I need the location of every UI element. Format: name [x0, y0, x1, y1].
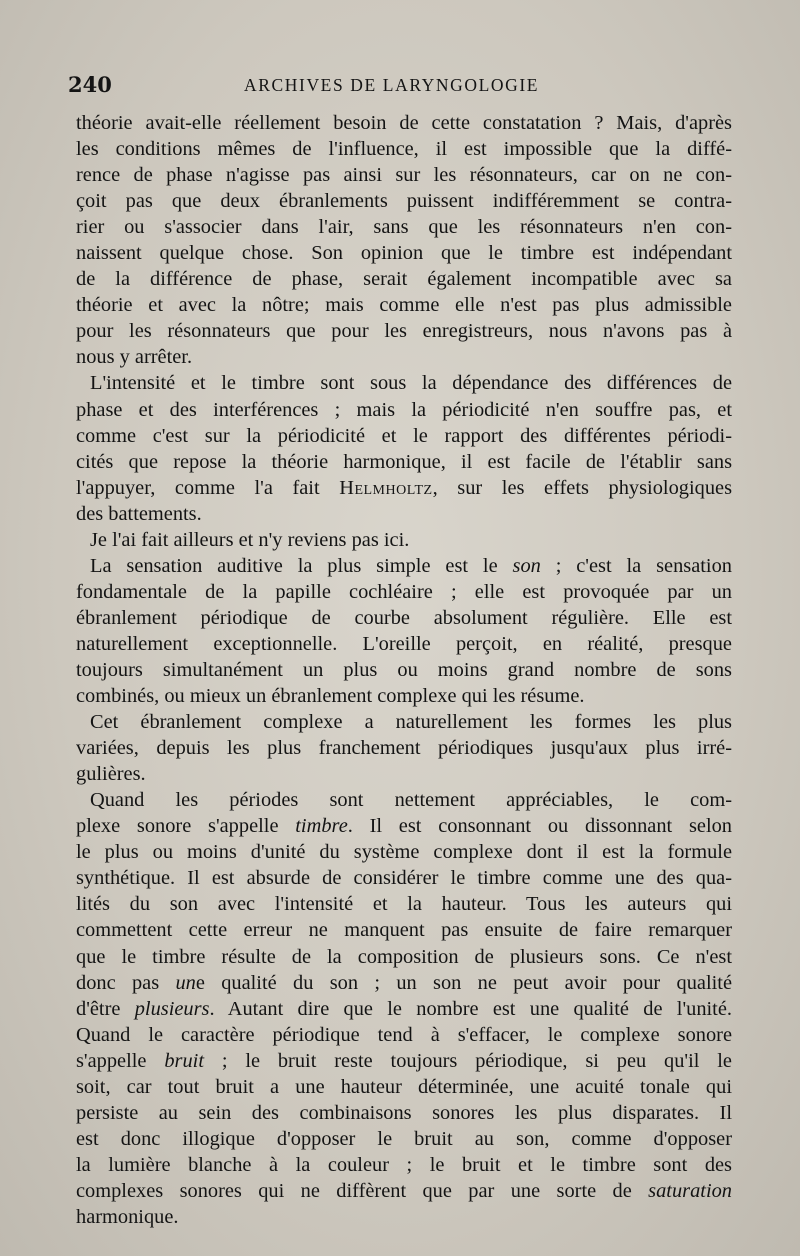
- text-line: lités du son avec l'intensité et la hauteur. Tous les auteurs qui: [76, 893, 732, 916]
- page-header: [68, 72, 732, 97]
- text-line: comme c'est sur la périodicité et le rapport des différentes périodi-: [76, 424, 732, 447]
- text-line: s'appelle bruit ; le bruit reste toujours périodique, si peu qu'il le: [76, 1049, 732, 1072]
- text-line: est donc illogique d'opposer le bruit au son, comme d'opposer: [76, 1127, 732, 1150]
- text-line: des battements.: [76, 502, 202, 525]
- text-line: persiste au sein des combinaisons sonores les plus disparates. Il: [76, 1101, 732, 1124]
- text-line: toujours simultanément un plus ou moins grand nombre de sons: [76, 658, 732, 681]
- text-line: cités que repose la théorie harmonique, il est facile de l'établir sans: [76, 450, 732, 473]
- text-line: rence de phase n'agisse pas ainsi sur les résonnateurs, car on ne con-: [76, 164, 732, 187]
- text-line: commettent cette erreur ne manquent pas ensuite de faire remarquer: [76, 919, 732, 942]
- text-line: synthétique. Il est absurde de considérer le timbre comme une des qua-: [76, 867, 732, 890]
- text-line: l'appuyer, comme l'a fait Helmholtz, sur les effets physiologiques: [76, 476, 732, 499]
- emphasized-word: un: [175, 971, 196, 994]
- text-line: naissent quelque chose. Son opinion que le timbre est indépendant: [76, 242, 732, 265]
- running-head: ARCHIVES DE LARYNGOLOGIE: [244, 75, 540, 95]
- text-line: donc pas une qualité du son ; un son ne peut avoir pour qualité: [76, 971, 733, 994]
- text-line: Cet ébranlement complexe a naturellement les formes les plus: [90, 711, 732, 734]
- text-line: La sensation auditive la plus simple est le son ; c'est la sensation: [90, 554, 732, 577]
- text-line: combinés, ou mieux un ébranlement complexe qui les résume.: [76, 685, 585, 708]
- text-line: plexe sonore s'appelle timbre. Il est consonnant ou dissonnant selon: [76, 815, 732, 838]
- text-line: le plus ou moins d'unité du système complexe dont il est la formule: [76, 841, 732, 864]
- text-line: soit, car tout bruit a une hauteur déterminée, une acuité tonale qui: [76, 1075, 732, 1098]
- text-line: L'intensité et le timbre sont sous la dépendance des différences de: [90, 372, 732, 395]
- emphasized-word: saturation: [648, 1179, 732, 1202]
- emphasized-word: bruit: [164, 1049, 204, 1072]
- emphasized-word: son: [512, 554, 541, 577]
- text-line: çoit pas que deux ébranlements puissent indifféremment se contra-: [76, 190, 732, 213]
- text-line: naturellement exceptionnelle. L'oreille perçoit, en réalité, presque: [76, 632, 732, 655]
- text-line: théorie avait-elle réellement besoin de cette constatation ? Mais, d'après: [76, 112, 732, 134]
- text-line: ébranlement périodique de courbe absolument régulière. Elle est: [76, 606, 732, 629]
- text-line: harmonique.: [76, 1205, 179, 1228]
- emphasized-word: timbre: [295, 815, 348, 838]
- page-number: 240: [68, 72, 112, 97]
- text-line: d'être plusieurs. Autant dire que le nombre est une qualité de l'unité.: [76, 997, 732, 1020]
- text-line: Quand le caractère périodique tend à s'effacer, le complexe sonore: [76, 1023, 732, 1046]
- text-line: pour les résonnateurs que pour les enregistreurs, nous n'avons pas à: [76, 320, 732, 343]
- text-line: variées, depuis les plus franchement périodiques jusqu'aux plus irré-: [76, 737, 732, 760]
- text-line: fondamentale de la papille cochléaire ; elle est provoquée par un: [76, 580, 732, 603]
- body-text: [76, 110, 732, 1230]
- text-line: que le timbre résulte de la composition de plusieurs sons. Ce n'est: [76, 945, 732, 968]
- text-line: la lumière blanche à la couleur ; le bruit et le timbre sont des: [76, 1153, 732, 1176]
- text-line: rier ou s'associer dans l'air, sans que les résonnateurs n'en con-: [76, 216, 732, 239]
- text-line: Quand les périodes sont nettement appréciables, le com-: [90, 789, 732, 812]
- text-line: gulières.: [76, 763, 146, 786]
- text-line: complexes sonores qui ne diffèrent que par une sorte de saturation: [76, 1179, 732, 1202]
- text-line: Je l'ai fait ailleurs et n'y reviens pas ici.: [90, 528, 410, 551]
- text-line: théorie et avec la nôtre; mais comme elle n'est pas plus admissible: [76, 294, 732, 317]
- text-line: phase et des interférences ; mais la périodicité n'en souffre pas, et: [76, 398, 732, 421]
- emphasized-word: plusieurs: [134, 997, 210, 1020]
- text-line: les conditions mêmes de l'influence, il est impossible que la diffé-: [76, 138, 732, 161]
- text-line: de la différence de phase, serait également incompatible avec sa: [76, 268, 732, 291]
- author-name: Helmholtz: [339, 476, 433, 499]
- text-line: nous y arrêter.: [76, 346, 193, 369]
